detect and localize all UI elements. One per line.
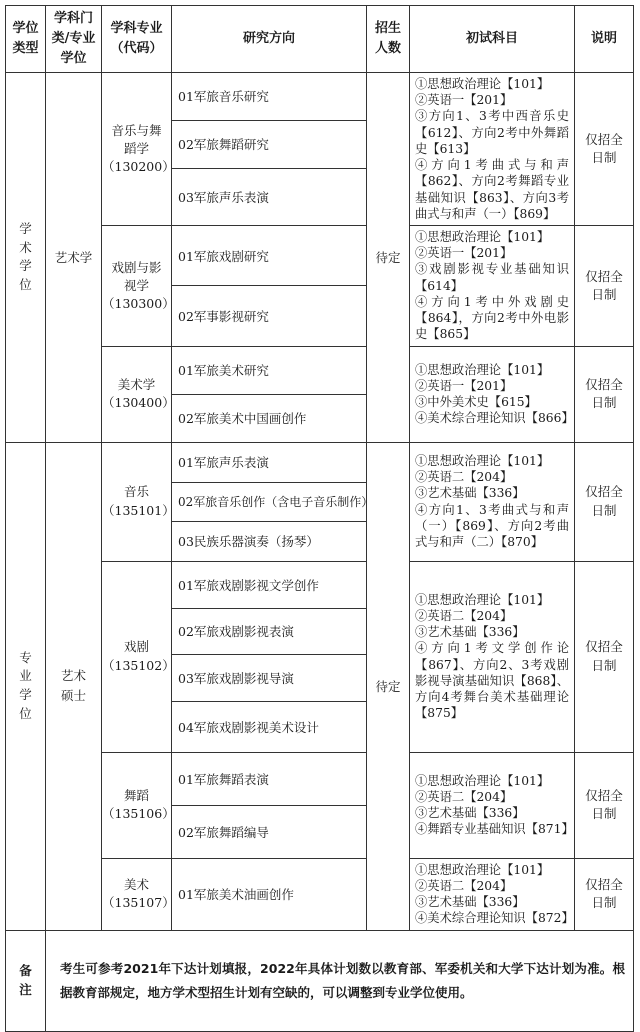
major-cell: 舞蹈 （135106） xyxy=(102,752,172,858)
direction-cell: 02军旅舞蹈研究 xyxy=(172,120,367,168)
header-exam: 初试科目 xyxy=(410,6,575,73)
direction-cell: 01军旅声乐表演 xyxy=(172,442,367,482)
remark-row xyxy=(6,930,634,1031)
table-row xyxy=(6,73,634,121)
exam-cell: ①思想政治理论【101】 ②英语一【201】 ③戏剧影视专业基础知识【614】 ④方向1考中外戏剧史【864】，方向2考中外电影史【865】 xyxy=(410,225,575,346)
header-row xyxy=(6,6,634,73)
note-cell: 仅招全日制 xyxy=(575,225,634,346)
category-academic: 艺术学 xyxy=(46,73,102,443)
major-cell: 戏剧 （135102） xyxy=(102,561,172,752)
note-cell: 仅招全日制 xyxy=(575,858,634,930)
exam-cell: ①思想政治理论【101】 ②英语一【201】 ③方向1、3考中西音乐史【612】、方向2考中外舞蹈史【613】 ④方向1考曲式与和声【862】、方向2考舞蹈专业基础知识【863】、方向3考曲式与和声（一）【869】 xyxy=(410,73,575,226)
quota-academic: 待定 xyxy=(367,73,410,443)
enrollment-table xyxy=(5,5,634,1032)
note-cell: 仅招全日制 xyxy=(575,346,634,442)
direction-cell: 01军旅音乐研究 xyxy=(172,73,367,121)
note-cell: 仅招全日制 xyxy=(575,442,634,561)
major-cell: 音乐与舞蹈学 （130200） xyxy=(102,73,172,226)
exam-cell: ①思想政治理论【101】 ②英语二【204】 ③艺术基础【336】 ④方向1、3考曲式与和声（一）【869】、方向2考曲式与和声（二）【870】 xyxy=(410,442,575,561)
header-quota: 招生人数 xyxy=(367,6,410,73)
header-degree-type: 学位类型 xyxy=(6,6,46,73)
major-cell: 音乐 （135101） xyxy=(102,442,172,561)
direction-cell: 02军旅美术中国画创作 xyxy=(172,394,367,442)
exam-cell: ①思想政治理论【101】 ②英语二【204】 ③艺术基础【336】 ④方向1考文学创作论【867】、方向2、3考戏剧影视导演基础知识【868】、方向4考舞台美术基础理论【875】 xyxy=(410,561,575,752)
direction-cell: 01军旅戏剧影视文学创作 xyxy=(172,561,367,608)
direction-cell: 03军旅声乐表演 xyxy=(172,168,367,225)
direction-cell: 02军旅音乐创作（含电子音乐制作） xyxy=(172,482,367,521)
header-category: 学科门类/专业学位 xyxy=(46,6,102,73)
note-cell: 仅招全日制 xyxy=(575,752,634,858)
direction-cell: 04军旅戏剧影视美术设计 xyxy=(172,701,367,752)
table-row xyxy=(6,442,634,482)
header-major: 学科专业（代码） xyxy=(102,6,172,73)
major-cell: 美术 （135107） xyxy=(102,858,172,930)
note-cell: 仅招全日制 xyxy=(575,73,634,226)
exam-cell: ①思想政治理论【101】 ②英语二【204】 ③艺术基础【336】 ④舞蹈专业基础知识【871】 xyxy=(410,752,575,858)
degree-type-professional: 专业学位 xyxy=(6,442,46,930)
remark-text: 考生可参考2021年下达计划填报，2022年具体计划数以教育部、军委机关和大学下达计划为准。根据教育部规定，地方学术型招生计划有空缺的，可以调整到专业学位使用。 xyxy=(46,930,634,1031)
direction-cell: 01军旅美术油画创作 xyxy=(172,858,367,930)
exam-cell: ①思想政治理论【101】 ②英语一【201】 ③中外美术史【615】 ④美术综合理论知识【866】 xyxy=(410,346,575,442)
remark-label: 备注 xyxy=(6,930,46,1031)
direction-cell: 02军事影视研究 xyxy=(172,286,367,346)
direction-cell: 02军旅戏剧影视表演 xyxy=(172,608,367,654)
category-professional: 艺术硕士 xyxy=(46,442,102,930)
note-cell: 仅招全日制 xyxy=(575,561,634,752)
direction-cell: 01军旅美术研究 xyxy=(172,346,367,394)
direction-cell: 03军旅戏剧影视导演 xyxy=(172,654,367,701)
direction-cell: 02军旅舞蹈编导 xyxy=(172,805,367,858)
exam-cell: ①思想政治理论【101】 ②英语二【204】 ③艺术基础【336】 ④美术综合理论知识【872】 xyxy=(410,858,575,930)
major-cell: 戏剧与影视学 （130300） xyxy=(102,225,172,346)
degree-type-academic: 学术学位 xyxy=(6,73,46,443)
major-cell: 美术学 （130400） xyxy=(102,346,172,442)
direction-cell: 01军旅戏剧研究 xyxy=(172,225,367,285)
direction-cell: 01军旅舞蹈表演 xyxy=(172,752,367,805)
header-note: 说明 xyxy=(575,6,634,73)
header-direction: 研究方向 xyxy=(172,6,367,73)
direction-cell: 03民族乐器演奏（扬琴） xyxy=(172,521,367,561)
quota-professional: 待定 xyxy=(367,442,410,930)
